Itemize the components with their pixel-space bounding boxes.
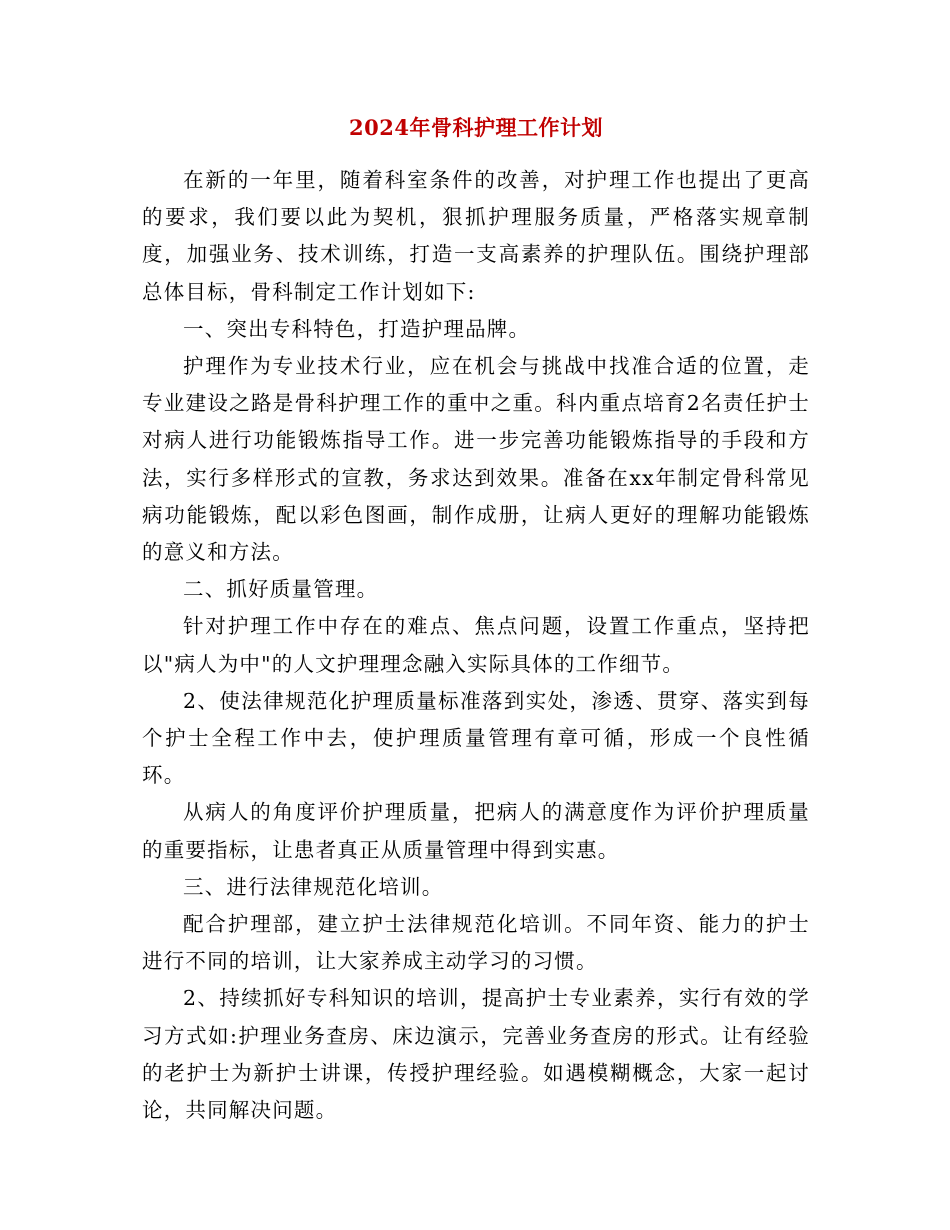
section-2-paragraph-3: 从病人的角度评价护理质量，把病人的满意度作为评价护理质量的重要指标，让患者真正从质量管理中得到实惠。	[142, 800, 810, 862]
section-1-paragraph: 护理作为专业技术行业，应在机会与挑战中找准合适的位置，走专业建设之路是骨科护理工作的重中之重。科内重点培育2名责任护士对病人进行功能锻炼指导工作。进一步完善功能锻炼指导的手段和方法，实行多样形式的宣教，务求达到效果。准备在xx年制定骨科常见病功能锻炼，配以彩色图画，制作成册，让病人更好的理解功能锻炼的意义和方法。	[142, 354, 810, 565]
section-heading-1: 一、突出专科特色，打造护理品牌。	[183, 316, 531, 341]
section-heading-2: 二、抓好质量管理。	[183, 577, 379, 602]
section-heading-3: 三、进行法律规范化培训。	[183, 874, 444, 899]
document-title: 2024年骨科护理工作计划	[349, 115, 603, 140]
section-2-paragraph-2: 2、使法律规范化护理质量标准落到实处，渗透、贯穿、落实到每个护士全程工作中去，使护理质量管理有章可循，形成一个良性循环。	[142, 688, 810, 788]
section-3-paragraph-1: 配合护理部，建立护士法律规范化培训。不同年资、能力的护士进行不同的培训，让大家养成主动学习的习惯。	[142, 912, 810, 974]
document-body	[142, 162, 810, 1129]
intro-paragraph: 在新的一年里，随着科室条件的改善，对护理工作也提出了更高的要求，我们要以此为契机，狠抓护理服务质量，严格落实规章制度，加强业务、技术训练，打造一支高素养的护理队伍。围绕护理部总体目标，骨科制定工作计划如下:	[142, 168, 810, 304]
section-2-paragraph-1: 针对护理工作中存在的难点、焦点问题，设置工作重点，坚持把以"病人为中"的人文护理理念融入实际具体的工作细节。	[142, 614, 810, 676]
section-3-paragraph-2: 2、持续抓好专科知识的培训，提高护士专业素养，实行有效的学习方式如:护理业务查房、床边演示，完善业务查房的形式。让有经验的老护士为新护士讲课，传授护理经验。如遇模糊概念，大家一起讨论，共同解决问题。	[142, 986, 810, 1123]
